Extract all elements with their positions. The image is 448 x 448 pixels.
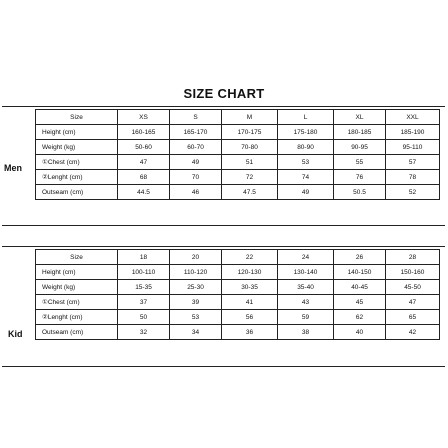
table-cell: 56 <box>222 310 278 325</box>
men-size-table <box>35 109 440 200</box>
table-cell: 49 <box>278 185 334 200</box>
table-cell: 47.5 <box>222 185 278 200</box>
table-row <box>36 325 440 340</box>
table-cell: 40 <box>334 325 386 340</box>
table-cell: 110-120 <box>170 265 222 280</box>
table-cell: 57 <box>386 155 440 170</box>
size-header-cell: S <box>170 110 222 125</box>
row-label: Weight (kg) <box>36 140 118 155</box>
table-cell: 41 <box>222 295 278 310</box>
size-header-cell: L <box>278 110 334 125</box>
table-cell: 185-190 <box>386 125 440 140</box>
table-cell: 45-50 <box>386 280 440 295</box>
size-header-label: Size <box>36 110 118 125</box>
table-cell: 70-80 <box>222 140 278 155</box>
table-cell: 25-30 <box>170 280 222 295</box>
table-cell: 45 <box>334 295 386 310</box>
table-row <box>36 295 440 310</box>
table-row <box>36 265 440 280</box>
table-cell: 76 <box>334 170 386 185</box>
table-cell: 55 <box>334 155 386 170</box>
size-header-cell: 26 <box>334 250 386 265</box>
table-cell: 95-110 <box>386 140 440 155</box>
size-header-cell: 24 <box>278 250 334 265</box>
size-header-cell: 28 <box>386 250 440 265</box>
table-cell: 53 <box>278 155 334 170</box>
table-cell: 65 <box>386 310 440 325</box>
men-label: Men <box>4 163 22 173</box>
size-header-cell: XS <box>118 110 170 125</box>
table-cell: 72 <box>222 170 278 185</box>
table-header-row <box>36 250 440 265</box>
row-label: Weight (kg) <box>36 280 118 295</box>
table-cell: 165-170 <box>170 125 222 140</box>
table-cell: 100-110 <box>118 265 170 280</box>
table-cell: 40-45 <box>334 280 386 295</box>
table-cell: 60-70 <box>170 140 222 155</box>
table-header-row <box>36 110 440 125</box>
table-row <box>36 170 440 185</box>
row-label: Height (cm) <box>36 265 118 280</box>
table-cell: 36 <box>222 325 278 340</box>
men-size-block <box>2 106 445 226</box>
size-header-cell: M <box>222 110 278 125</box>
table-cell: 170-175 <box>222 125 278 140</box>
table-cell: 32 <box>118 325 170 340</box>
table-cell: 180-185 <box>334 125 386 140</box>
table-cell: 47 <box>386 295 440 310</box>
table-cell: 44.5 <box>118 185 170 200</box>
table-row <box>36 310 440 325</box>
row-label: ①Chest (cm) <box>36 295 118 310</box>
table-cell: 120-130 <box>222 265 278 280</box>
table-cell: 46 <box>170 185 222 200</box>
size-header-cell: XXL <box>386 110 440 125</box>
table-cell: 50-60 <box>118 140 170 155</box>
table-row <box>36 185 440 200</box>
table-row <box>36 140 440 155</box>
row-label: Outseam (cm) <box>36 325 118 340</box>
size-header-cell: 22 <box>222 250 278 265</box>
table-cell: 52 <box>386 185 440 200</box>
table-cell: 74 <box>278 170 334 185</box>
table-cell: 53 <box>170 310 222 325</box>
table-cell: 50 <box>118 310 170 325</box>
table-cell: 34 <box>170 325 222 340</box>
row-label: ②Lenght (cm) <box>36 310 118 325</box>
kid-size-table <box>35 249 440 340</box>
table-cell: 30-35 <box>222 280 278 295</box>
row-label: ①Chest (cm) <box>36 155 118 170</box>
table-cell: 70 <box>170 170 222 185</box>
table-cell: 50.5 <box>334 185 386 200</box>
table-cell: 150-160 <box>386 265 440 280</box>
table-row <box>36 280 440 295</box>
table-cell: 51 <box>222 155 278 170</box>
chart-title: SIZE CHART <box>183 86 265 101</box>
table-cell: 130-140 <box>278 265 334 280</box>
table-cell: 43 <box>278 295 334 310</box>
kid-size-block <box>2 246 445 367</box>
row-label: Outseam (cm) <box>36 185 118 200</box>
row-label: Height (cm) <box>36 125 118 140</box>
table-row <box>36 125 440 140</box>
size-header-cell: 18 <box>118 250 170 265</box>
table-cell: 39 <box>170 295 222 310</box>
table-cell: 38 <box>278 325 334 340</box>
table-cell: 35-40 <box>278 280 334 295</box>
table-cell: 62 <box>334 310 386 325</box>
table-cell: 90-95 <box>334 140 386 155</box>
table-cell: 175-180 <box>278 125 334 140</box>
kid-label: Kid <box>8 329 23 339</box>
table-cell: 37 <box>118 295 170 310</box>
table-row <box>36 155 440 170</box>
table-cell: 42 <box>386 325 440 340</box>
table-cell: 68 <box>118 170 170 185</box>
size-header-cell: 20 <box>170 250 222 265</box>
row-label: ②Lenght (cm) <box>36 170 118 185</box>
table-cell: 78 <box>386 170 440 185</box>
table-cell: 15-35 <box>118 280 170 295</box>
table-cell: 80-90 <box>278 140 334 155</box>
table-cell: 160-165 <box>118 125 170 140</box>
table-cell: 140-150 <box>334 265 386 280</box>
table-cell: 49 <box>170 155 222 170</box>
table-cell: 47 <box>118 155 170 170</box>
size-header-cell: XL <box>334 110 386 125</box>
size-header-label: Size <box>36 250 118 265</box>
table-cell: 59 <box>278 310 334 325</box>
